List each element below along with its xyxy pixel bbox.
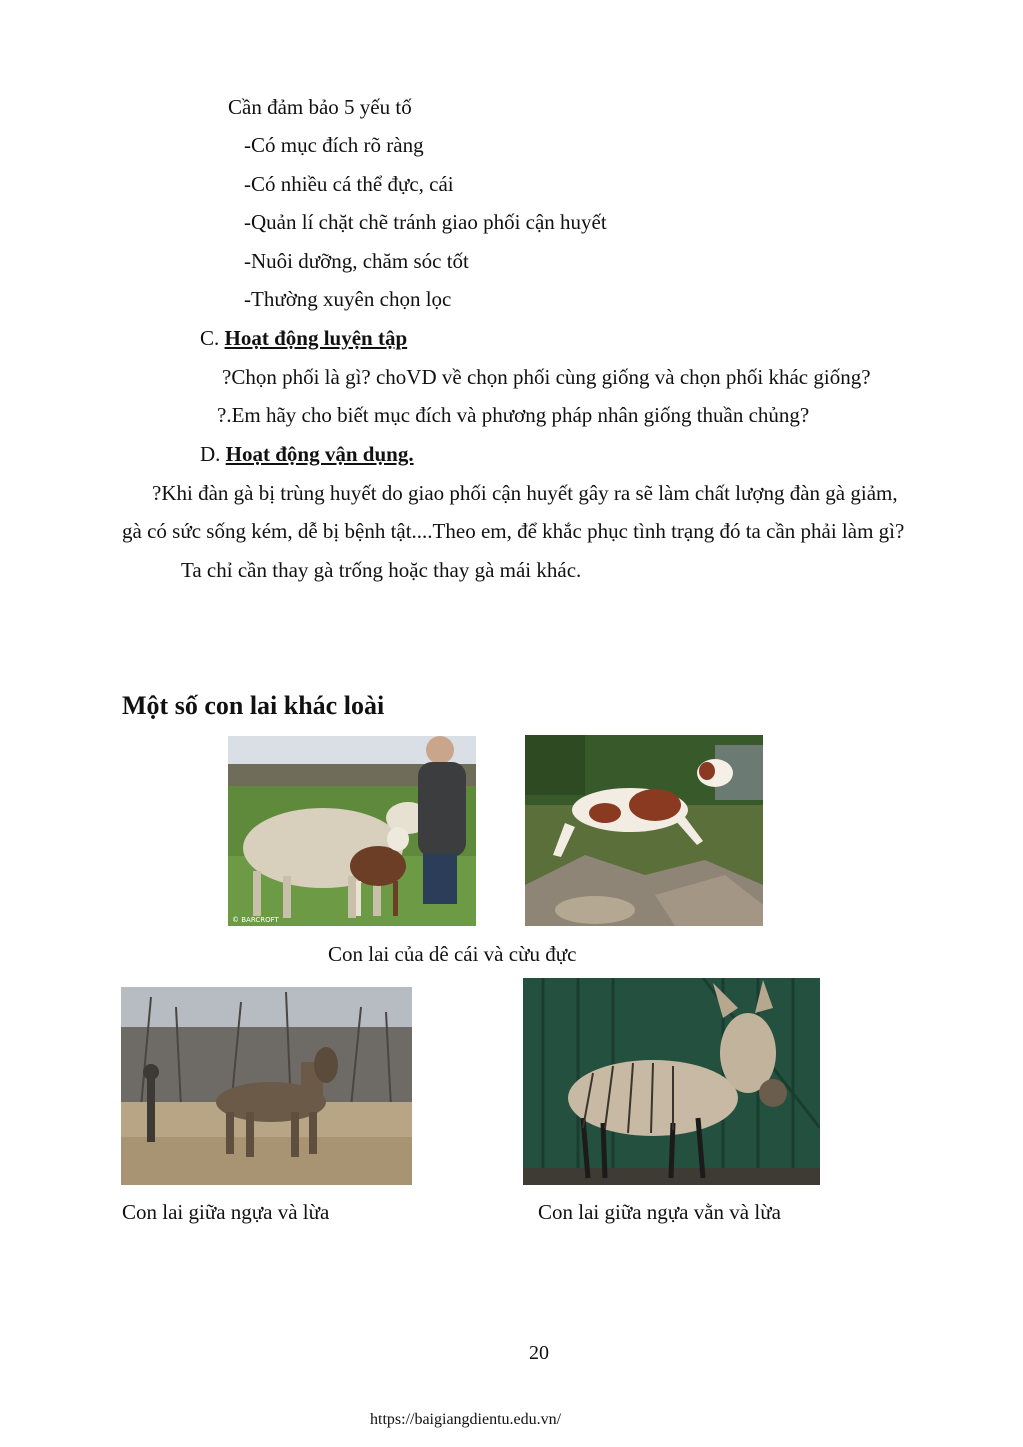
jumping-hybrid-photo — [525, 735, 763, 926]
caption-zebra-donkey: Con lai giữa ngựa vằn và lừa — [538, 1200, 781, 1224]
section-c-heading — [200, 324, 407, 352]
intro-line: Cần đảm bảo 5 yếu tố — [228, 95, 412, 119]
page-number: 20 — [529, 1342, 549, 1364]
sheep-goat-photo — [228, 736, 476, 926]
factor-item: -Có mục đích rõ ràng — [244, 133, 424, 157]
caption-horse-donkey: Con lai giữa ngựa và lừa — [122, 1200, 330, 1224]
caption-goat-sheep: Con lai của dê cái và cừu đực — [328, 942, 577, 966]
horse-donkey-photo — [121, 987, 412, 1185]
gallery-title: Một số con lai khác loài — [122, 691, 385, 720]
question-d-line1: ?Khi đàn gà bị trùng huyết do giao phối cận huyết gây ra sẽ làm chất lượng đàn gà giảm, — [152, 481, 898, 505]
question-c2: ?.Em hãy cho biết mục đích và phương pháp nhân giống thuần chủng? — [217, 403, 810, 427]
section-c-letter: C. — [200, 326, 220, 350]
section-d-heading — [200, 440, 414, 468]
factor-item: -Có nhiều cá thể đực, cái — [244, 172, 454, 196]
section-c-title: Hoạt động luyện tập — [224, 326, 408, 350]
answer-d: Ta chỉ cần thay gà trống hoặc thay gà mái khác. — [181, 558, 582, 582]
section-d-title: Hoạt động vận dụng. — [225, 442, 414, 466]
factor-item: -Nuôi dưỡng, chăm sóc tốt — [244, 249, 469, 273]
factor-item: -Quản lí chặt chẽ tránh giao phối cận huyết — [244, 210, 607, 234]
question-d-line2: gà có sức sống kém, dễ bị bệnh tật....Theo em, để khắc phục tình trạng đó ta cần phải làm gì? — [122, 519, 905, 543]
photo-watermark: © BARCROFT — [232, 916, 279, 924]
zebra-donkey-photo — [523, 978, 820, 1185]
factor-item: -Thường xuyên chọn lọc — [244, 287, 452, 311]
section-d-letter: D. — [200, 442, 221, 466]
footer-url: https://baigiangdientu.edu.vn/ — [370, 1411, 562, 1428]
question-c1: ?Chọn phối là gì? choVD về chọn phối cùng giống và chọn phối khác giống? — [222, 365, 871, 389]
